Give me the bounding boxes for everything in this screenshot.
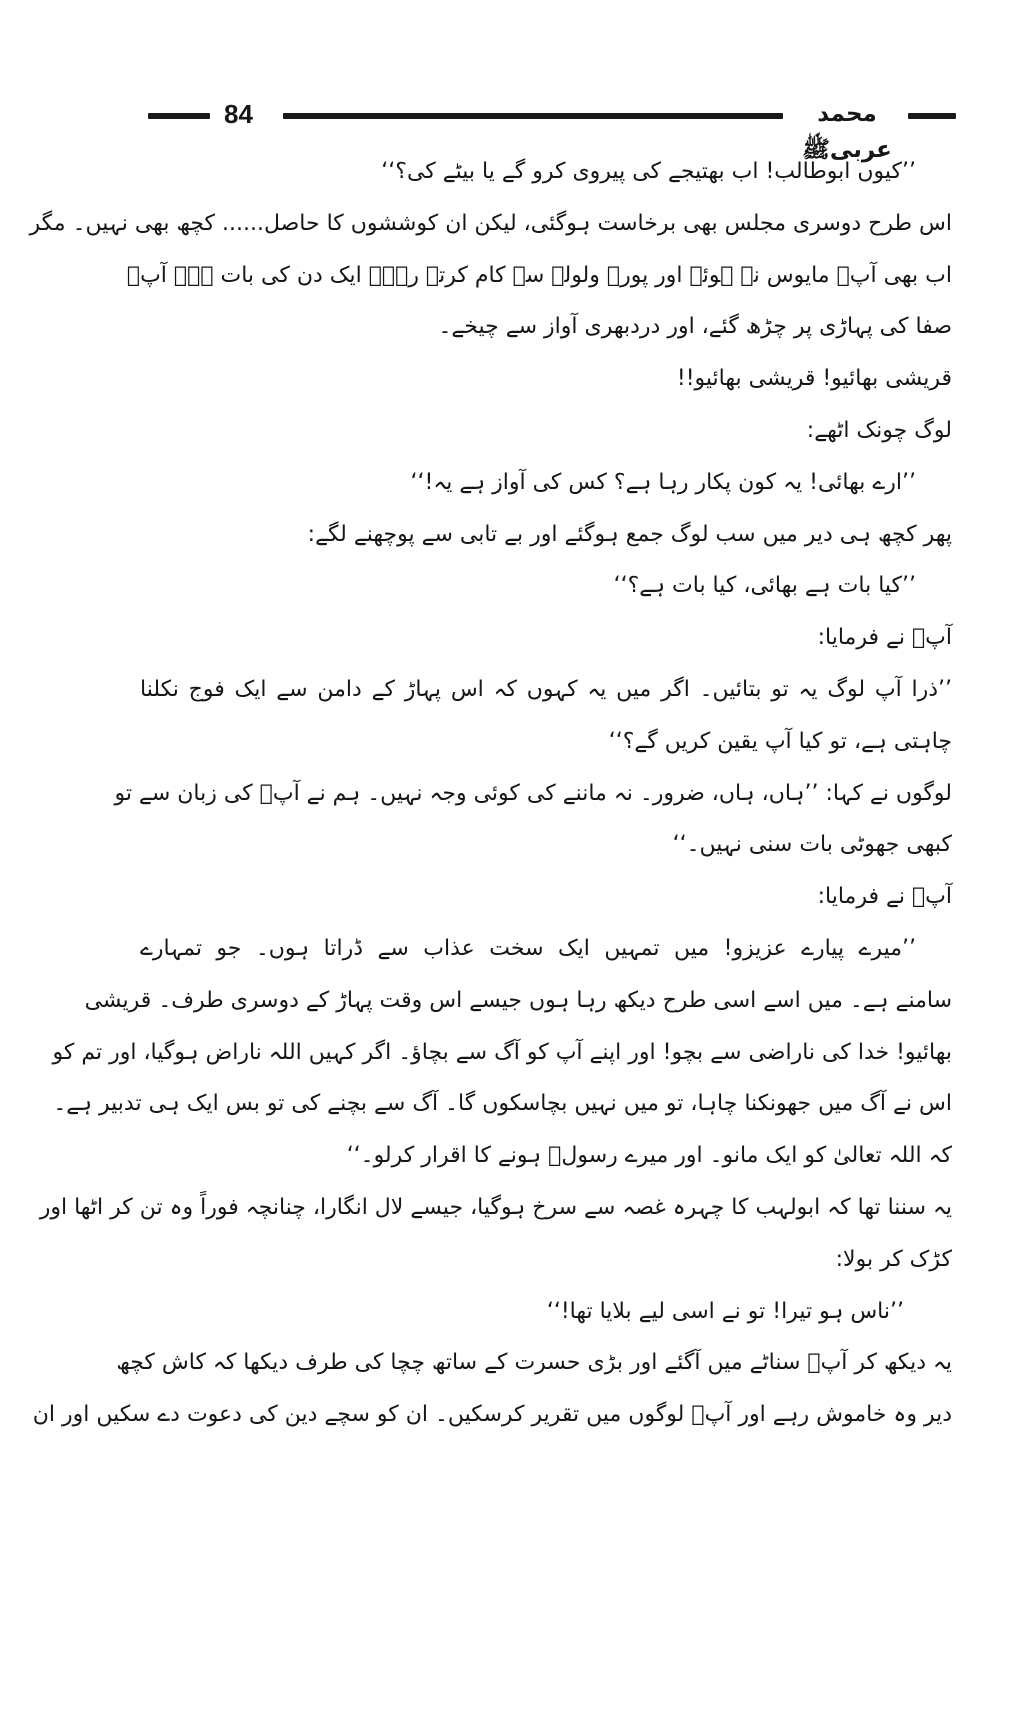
text-line: ’’ارے بھائی! یہ کون پکار رہا ہے؟ کس کی آواز ہے یہ!‘‘ [410,469,916,495]
text-line: اب بھی آپؐ مایوس نہ ہوئے اور پورے ولولہ سے کام کرتے رہے۔ ایک دن کی بات ہے۔ آپؐ [126,262,952,288]
text-line: یہ سننا تھا کہ ابولہب کا چہرہ غصہ سے سرخ ہوگیا، جیسے لال انگارا، چنانچہ فوراً وہ تن کر اٹھا اور [39,1194,952,1220]
text-line: ’’کیا بات ہے بھائی، کیا بات ہے؟‘‘ [613,573,916,599]
text-line: سامنے ہے۔ میں اسے اسی طرح دیکھ رہا ہوں جیسے اس وقت پہاڑ کے دوسری طرف۔ قریشی [84,987,952,1013]
text-line: ’’میرے پیارے عزیزو! میں تمہیں ایک سخت عذاب سے ڈراتا ہوں۔ جو تمہارے [140,935,916,961]
text-line: ’’ناس ہو تیرا! تو نے اسی لیے بلایا تھا!‘‘ [546,1298,904,1324]
text-line: دیر وہ خاموش رہے اور آپؐ لوگوں میں تقریر کرسکیں۔ ان کو سچے دین کی دعوت دے سکیں اور ان [32,1402,952,1428]
text-line: آپؐ نے فرمایا: [817,884,952,910]
text-line: پھر کچھ ہی دیر میں سب لوگ جمع ہوگئے اور بے تابی سے پوچھنے لگے: [307,521,952,547]
text-line: کبھی جھوٹی بات سنی نہیں۔‘‘ [672,832,952,858]
text-line: اس طرح دوسری مجلس بھی برخاست ہوگئی، لیکن ان کوششوں کا حاصل...... کچھ بھی نہیں۔ مگر [29,210,952,236]
text-line: کڑک کر بولا: [835,1246,952,1272]
text-line: چاہتی ہے، تو کیا آپ یقین کریں گے؟‘‘ [608,728,952,754]
header-rule-right [908,113,956,119]
header-rule-middle [283,113,783,119]
text-line: بھائیو! خدا کی ناراضی سے بچو! اور اپنے آپ کو آگ سے بچاؤ۔ اگر کہیں اللہ ناراض ہوگیا، اور تم کو [52,1039,952,1065]
running-header [148,96,956,163]
text-line: اس نے آگ میں جھونکنا چاہا، تو میں نہیں بچاسکوں گا۔ آگ سے بچنے کی تو بس ایک ہی تدبیر ہے۔ [53,1091,952,1117]
body-text [29,146,952,1441]
text-line: آپؐ نے فرمایا: [817,625,952,651]
text-line: کہ اللہ تعالیٰ کو ایک مانو۔ اور میرے رسولؐ ہونے کا اقرار کرلو۔‘‘ [346,1143,952,1169]
text-line: صفا کی پہاڑی پر چڑھ گئے، اور دردبھری آواز سے چیخے۔ [438,314,952,340]
text-line: لوگ چونک اٹھے: [806,417,952,443]
page-number: 84 [224,99,253,129]
text-line: یہ دیکھ کر آپؐ سناٹے میں آگئے اور بڑی حسرت کے ساتھ چچا کی طرف دیکھا کہ کاش کچھ [116,1350,952,1376]
text-line: لوگوں نے کہا: ’’ہاں، ہاں، ضرور۔ نہ ماننے کی کوئی وجہ نہیں۔ ہم نے آپؐ کی زبان سے تو [114,780,952,806]
text-line: ’’ذرا آپ لوگ یہ تو بتائیں۔ اگر میں یہ کہوں کہ اس پہاڑ کے دامن سے ایک فوج نکلنا [140,676,952,702]
header-rule-left [148,113,210,119]
text-line: قریشی بھائیو! قریشی بھائیو!! [676,366,952,392]
running-title: محمد عربیﷺ [802,101,892,163]
text-line: ’’کیوں ابوطالب! اب بھتیجے کی پیروی کرو گے یا بیٹے کی؟‘‘ [381,159,916,184]
